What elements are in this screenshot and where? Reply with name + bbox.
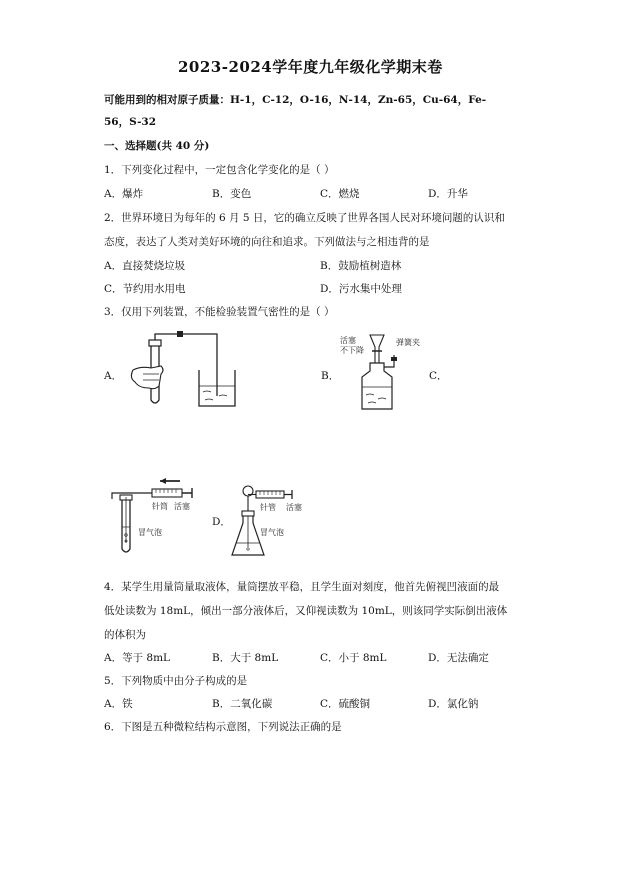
question-5-option-a: A．铁 [104,698,133,710]
question-2-option-d: D．污水集中处理 [320,283,402,295]
question-1-option-a: A．爆炸 [104,188,144,200]
question-2-stem-line-2: 态度，表达了人类对美好环境的向往和追求。下列做法与之相违背的是 [104,236,430,248]
question-1-option-b: B．变色 [212,188,252,200]
question-4-stem-line-3: 的体积为 [104,629,146,641]
question-2-stem-line-1: 2．世界环境日为每年的 6 月 5 日，它的确立反映了世界各国人民对环境问题的认识和 [104,212,505,224]
question-5-option-b: B．二氧化碳 [212,698,273,710]
question-4-option-d: D．无法确定 [428,652,489,664]
atomic-mass-line-2: 56，S-32 [104,116,157,128]
question-1-stem: 1．下列变化过程中，一定包含化学变化的是（ ） [104,164,335,176]
figure-d-label-bubble: 冒气泡 [260,528,284,537]
figure-d-label-syringe: 针管 [260,503,276,512]
atomic-mass-line-1: 可能用到的相对原子质量：H-1，C-12，O-16，N-14，Zn-65，Cu-64，Fe- [104,94,487,106]
question-2-option-a: A．直接焚烧垃圾 [104,260,186,272]
page-title: 2023-2024学年度九年级化学期末卷 [178,58,443,76]
question-3-option-b-label: B． [321,370,340,382]
question-2-option-c: C．节约用水用电 [104,283,186,295]
question-4-stem-line-1: 4．某学生用量筒量取液体，量筒摆放平稳，且学生面对刻度，他首先俯视凹液面的最 [104,581,500,593]
figure-d-syringe-flask [230,483,320,563]
question-4-option-a: A．等于 8mL [104,652,171,664]
figure-b-funnel-flask [340,333,425,413]
figure-d-label-piston: 活塞 [286,503,302,512]
question-3-option-d-label: D． [212,516,231,528]
figure-a-hand-test-tube [125,330,250,410]
figure-b-label-stopcock: 活塞 [340,336,356,345]
question-6-stem: 6．下图是五种微粒结构示意图，下列说法正确的是 [104,721,342,733]
question-4-stem-line-2: 低处读数为 18mL，倾出一部分液体后，又仰视读数为 10mL，则该同学实际倒出液体 [104,605,508,617]
question-5-option-d: D．氯化钠 [428,698,479,710]
question-3-option-a-label: A． [104,370,123,382]
question-1-option-c: C．燃烧 [320,188,360,200]
figure-b-label-not-drop: 不下降 [340,346,364,355]
figure-c-label-piston: 活塞 [174,502,190,511]
figure-c-syringe-test-tube [108,477,213,557]
question-3-stem: 3．仅用下列装置，不能检验装置气密性的是（ ） [104,306,335,318]
question-2-option-b: B．鼓励植树造林 [320,260,402,272]
question-4-option-b: B．大于 8mL [212,652,279,664]
question-3-option-c-label: C． [429,370,448,382]
question-4-option-c: C．小于 8mL [320,652,387,664]
section-heading: 一、选择题(共 40 分) [104,140,210,152]
question-5-stem: 5．下列物质中由分子构成的是 [104,675,248,687]
figure-c-label-bubble: 冒气泡 [138,528,162,537]
figure-c-label-syringe: 针筒 [152,502,168,511]
question-5-option-c: C．硫酸铜 [320,698,371,710]
question-1-option-d: D．升华 [428,188,468,200]
figure-b-label-clip: 弹簧夹 [396,338,420,347]
